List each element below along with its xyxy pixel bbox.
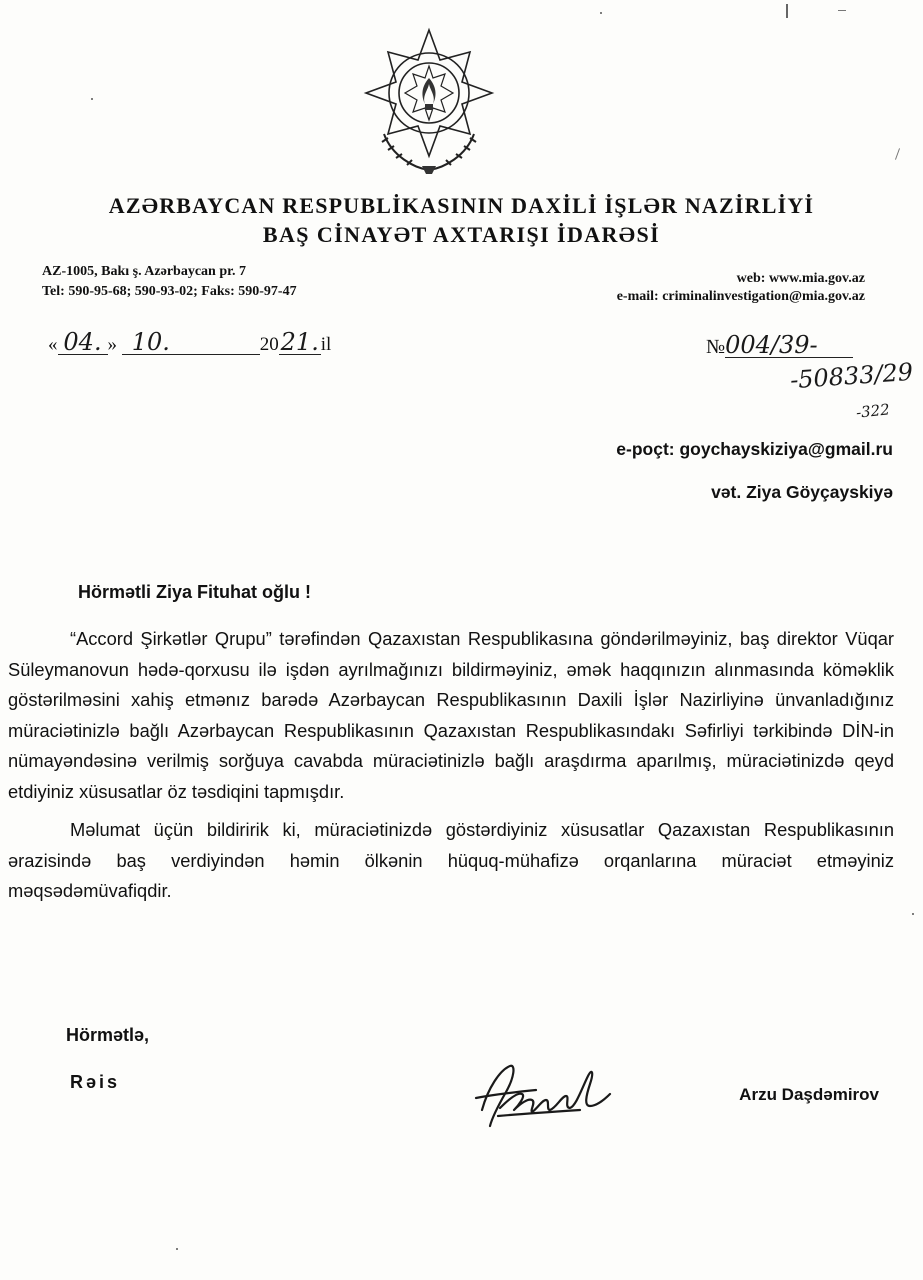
recipient-name: vət. Ziya Göyçayskiyə (711, 482, 893, 502)
organization-email: e-mail: criminalinvestigation@mia.gov.az (616, 289, 865, 304)
document-number-handwritten-small: -322 (855, 400, 891, 422)
address: AZ-1005, Bakı ş. Azərbaycan pr. 7 (42, 264, 247, 279)
signer-position: Rəis (70, 1072, 121, 1092)
phone-numbers: Tel: 590-95-68; 590-93-02; Faks: 590-97-47 (42, 284, 297, 299)
document-number: 004/39- (725, 333, 853, 358)
handwritten-signature (470, 1048, 620, 1138)
date-line (48, 330, 331, 356)
date-year-suffix: 21. (280, 328, 319, 356)
coat-of-arms-emblem (362, 26, 496, 176)
document-number-handwritten: -50833/29 (789, 357, 914, 395)
scan-mark (600, 12, 602, 14)
organization-title: AZƏRBAYCAN RESPUBLİKASININ DAXİLİ İŞLƏR NAZİRLİYİ (108, 193, 815, 218)
letter-body (8, 624, 894, 907)
greeting: Hörmətli Ziya Fituhat oğlu ! (78, 582, 311, 602)
scan-mark (912, 913, 914, 915)
recipient-email: e-poçt: goychayskiziya@gmail.ru (616, 439, 893, 459)
body-paragraph-2: Məlumat üçün bildiririk ki, müraciətinizdə göstərdiyiniz xüsusatlar Qazaxıstan Respublikasının ərazisində baş verdiyindən həmin ölkənin hüquq-mühafizə orqanlarına müraciət etməyiniz məqsədəmüvafiqdir. (8, 819, 894, 901)
scan-mark (176, 1248, 178, 1250)
scan-mark (786, 4, 788, 18)
date-open-quote: « (48, 334, 58, 355)
body-paragraph-1: “Accord Şirkətlər Qrupu” tərəfindən Qazaxıstan Respublikasına göndərilməyiniz, baş direktor Vüqar Süleymanovun hədə-qorxusu ilə işdən ayrılmağınızı bildirməyiniz, əmək haqqınızın alınmasında köməklik göstərilməsini xahiş etmənız barədə Azərbaycan Respublikasının Daxili İşlər Nazirliyinə ünvanladığınız müraciətinizlə bağlı Azərbaycan Respublikasının Qazaxıstan Respublikasındakı Səfirliyi tərkibində DİN-in nümayəndəsinə verilmiş sorğuya cavabda müraciətinizlə bağlı araşdırma aparılmış, müraciətinizdə qeyd etdiyiniz xüsusatlar öz təsdiqini tapmışdır. (8, 628, 894, 802)
scan-mark (895, 148, 900, 160)
organization-subtitle: BAŞ CİNAYƏT AXTARIŞI İDARƏSİ (262, 222, 661, 247)
date-year-prefix: 20 (259, 334, 279, 355)
date-close-quote: » (107, 334, 117, 355)
number-symbol: № (706, 336, 726, 358)
document-number-line (706, 333, 853, 359)
date-month: 10. (122, 330, 260, 355)
closing-salutation: Hörmətlə, (66, 1025, 150, 1045)
scan-mark (838, 10, 846, 11)
date-day: 04. (58, 330, 108, 355)
website: web: www.mia.gov.az (736, 271, 865, 286)
signer-name: Arzu Daşdəmirov (739, 1085, 879, 1104)
scan-mark (91, 98, 93, 100)
date-il: il (320, 334, 332, 355)
